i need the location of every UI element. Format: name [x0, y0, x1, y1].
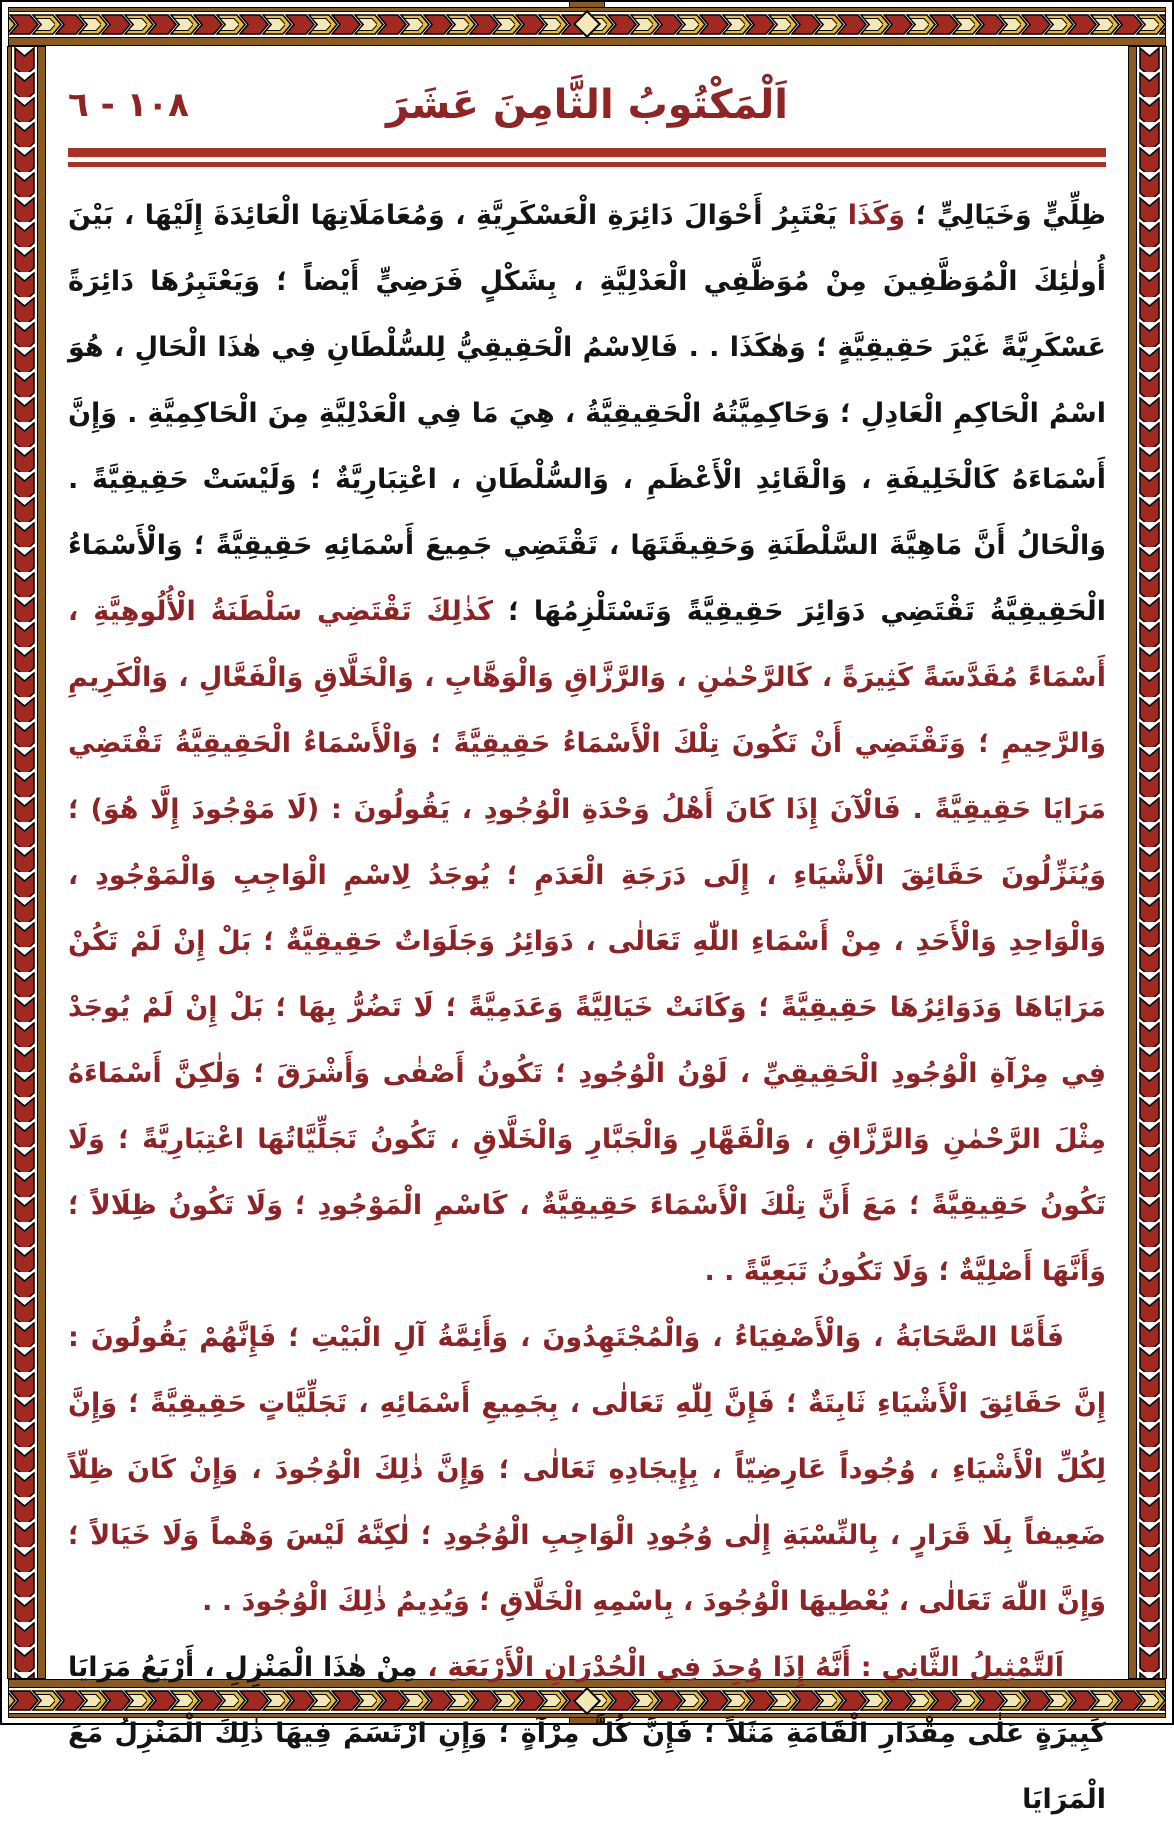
top-tab-ornament-icon: [569, 1, 605, 8]
text-run-red: وَكَذَا: [847, 200, 906, 231]
page-header: [68, 72, 1106, 138]
text-run-black: ظِلِّيٍّ وَخَيَالِيٍّ ؛: [905, 200, 1106, 231]
text-run-red: اَلتَّمْثِيلُ الثَّانِي : أَنَّهُ إِذَا وُجِدَ فِي الْجُدْرَانِ الْأَرْبَعَةِ ،: [427, 1652, 1065, 1683]
border-left-chain: [11, 46, 38, 1679]
text-run-black: مِنْ هٰذَا الْمَنْزِلِ ، أَرْبَعُ مَرَايَا كَبِيرَةٍ عَلٰى مِقْدَارِ الْقَامَةِ مَثَلاً ؛ فَإِنَّ كُلَّ مِرْآةٍ ؛ وَإِنِ ارْتَسَمَ فِيهَا ذٰلِكَ الْمَنْزِلُ مَعَ الْمَرَايَا: [68, 1652, 1106, 1815]
text-run-black: يَعْتَبِرُ أَحْوَالَ دَائِرَةِ الْعَسْكَرِيَّةِ ، وَمُعَامَلَاتِهَا الْعَائِدَةَ إِلَيْهَا ، بَيْنَ أُولٰئِكَ الْمُوَظَّفِينَ مِنْ مُوَظَّفِي الْعَدْلِيَّةِ ، بِشَكْلٍ فَرَضِيٍّ أَيْضاً ؛ وَيَعْتَبِرُهَا دَائِرَةً عَسْكَرِيَّةً غَيْرَ حَقِيقِيَّةٍ ؛ وَهٰكَذَا . . فَالِاسْمُ الْحَقِيقِيُّ لِلسُّلْطَانِ فِي هٰذَا الْحَالِ ، هُوَ اسْمُ الْحَاكِمِ الْعَادِلِ ؛ وَحَاكِمِيَّتُهُ الْحَقِيقِيَّةُ ، هِيَ مَا فِي الْعَدْلِيَّةِ مِنَ الْحَاكِمِيَّةِ . وَإِنَّ أَسْمَاءَهُ كَالْخَلِيفَةِ ، وَالْقَائِدِ الْأَعْظَمِ ، وَالسُّلْطَانِ ، اعْتِبَارِيَّةٌ ؛ وَلَيْسَتْ حَقِيقِيَّةً . وَالْحَالُ أَنَّ مَاهِيَّةَ السَّلْطَنَةِ وَحَقِيقَتَهَا ، تَقْتَضِي جَمِيعَ أَسْمَائِهِ حَقِيقِيَّةً ؛ وَالْأَسْمَاءُ الْحَقِيقِيَّةُ تَقْتَضِي دَوَائِرَ حَقِيقِيَّةً وَتَسْتَلْزِمُهَا ؛: [68, 200, 1106, 627]
page-title: اَلْمَكْتُوبُ الثَّامِنَ عَشَرَ: [385, 82, 788, 128]
body-text: [68, 183, 1106, 1833]
header-divider-thick-line: [68, 148, 1106, 157]
border-left-inner-band: [37, 46, 46, 1679]
paragraph: [68, 183, 1106, 1305]
page-content: [46, 46, 1128, 1815]
paragraph: [68, 1305, 1106, 1635]
border-right-inner-band: [1128, 46, 1137, 1679]
text-run-red: فَأَمَّا الصَّحَابَةُ ، وَالْأَصْفِيَاءُ ، وَالْمُجْتَهِدُونَ ، وَأَئِمَّةُ آلِ الْبَيْتِ ؛ فَإِنَّهُمْ يَقُولُونَ : إِنَّ حَقَائِقَ الْأَشْيَاءِ ثَابِتَةٌ ؛ فَإِنَّ لِلّٰهِ تَعَالٰى ، بِجَمِيعِ أَسْمَائِهِ ، تَجَلِّيَّاتٍ حَقِيقِيَّةً ؛ وَإِنَّ لِكُلِّ الْأَشْيَاءِ ، وُجُوداً عَارِضِيّاً ، بِإِيجَادِهِ تَعَالٰى ؛ وَإِنَّ ذٰلِكَ الْوُجُودَ ، وَإِنْ كَانَ ظِلّاً ضَعِيفاً بِلَا قَرَارٍ ، بِالنِّسْبَةِ إِلٰى وُجُودِ الْوَاجِبِ الْوُجُودِ ؛ لٰكِنَّهُ لَيْسَ وَهْماً وَلَا خَيَالاً ؛ وَإِنَّ اللّٰهَ تَعَالٰى ، يُعْطِيهَا الْوُجُودَ ، بِاسْمِهِ الْخَلَّاقِ ؛ وَيُدِيمُ ذٰلِكَ الْوُجُودَ . .: [68, 1322, 1106, 1617]
border-right-chain: [1136, 46, 1163, 1679]
header-divider: [68, 148, 1106, 167]
header-divider-thin-line: [68, 162, 1106, 167]
paragraph: [68, 1635, 1106, 1833]
border-top-inner-band: [8, 37, 1166, 46]
page-number: ١٠٨ - ٦: [68, 85, 189, 125]
text-run-red: كَذٰلِكَ تَقْتَضِي سَلْطَنَةُ الْأُلُوهِيَّةِ ، أَسْمَاءً مُقَدَّسَةً كَثِيرَةً ، كَالرَّحْمٰنِ ، وَالرَّزَّاقِ وَالْوَهَّابِ ، وَالْخَلَّاقِ وَالْفَعَّالِ ، وَالْكَرِيمِ وَالرَّحِيمِ ؛ وَتَقْتَضِي أَنْ تَكُونَ تِلْكَ الْأَسْمَاءُ حَقِيقِيَّةً ؛ وَالْأَسْمَاءُ الْحَقِيقِيَّةُ تَقْتَضِي مَرَايَا حَقِيقِيَّةً . فَالْآنَ إِذَا كَانَ أَهْلُ وَحْدَةِ الْوُجُودِ ، يَقُولُونَ : (لَا مَوْجُودَ إِلَّا هُوَ) ؛ وَيُنَزِّلُونَ حَقَائِقَ الْأَشْيَاءِ ، إِلَى دَرَجَةِ الْعَدَمِ ؛ يُوجَدُ لِاسْمِ الْوَاجِبِ وَالْمَوْجُودِ ، وَالْوَاحِدِ وَالْأَحَدِ ، مِنْ أَسْمَاءِ اللّٰهِ تَعَالٰى ، دَوَائِرُ وَجَلَوَاتٌ حَقِيقِيَّةٌ ؛ بَلْ إِنْ لَمْ تَكُنْ مَرَايَاهَا وَدَوَائِرُهَا حَقِيقِيَّةً ؛ وَكَانَتْ خَيَالِيَّةً وَعَدَمِيَّةً ؛ لَا تَضُرُّ بِهَا ؛ بَلْ إِنْ لَمْ يُوجَدْ فِي مِرْآةِ الْوُجُودِ الْحَقِيقِيِّ ، لَوْنُ الْوُجُودِ ؛ تَكُونُ أَصْفٰى وَأَشْرَقَ ؛ وَلٰكِنَّ أَسْمَاءَهُ مِثْلَ الرَّحْمٰنِ وَالرَّزَّاقِ ، وَالْقَهَّارِ وَالْجَبَّارِ وَالْخَلَّاقِ ، تَكُونُ تَجَلِّيَّاتُهَا اعْتِبَارِيَّةً ؛ وَلَا تَكُونُ حَقِيقِيَّةً ؛ مَعَ أَنَّ تِلْكَ الْأَسْمَاءَ حَقِيقِيَّةٌ ، كَاسْمِ الْمَوْجُودِ ؛ وَلَا تَكُونُ ظِلَالاً ؛ وَأَنَّهَا أَصْلِيَّةٌ ؛ وَلَا تَكُونُ تَبَعِيَّةً . .: [68, 596, 1106, 1287]
